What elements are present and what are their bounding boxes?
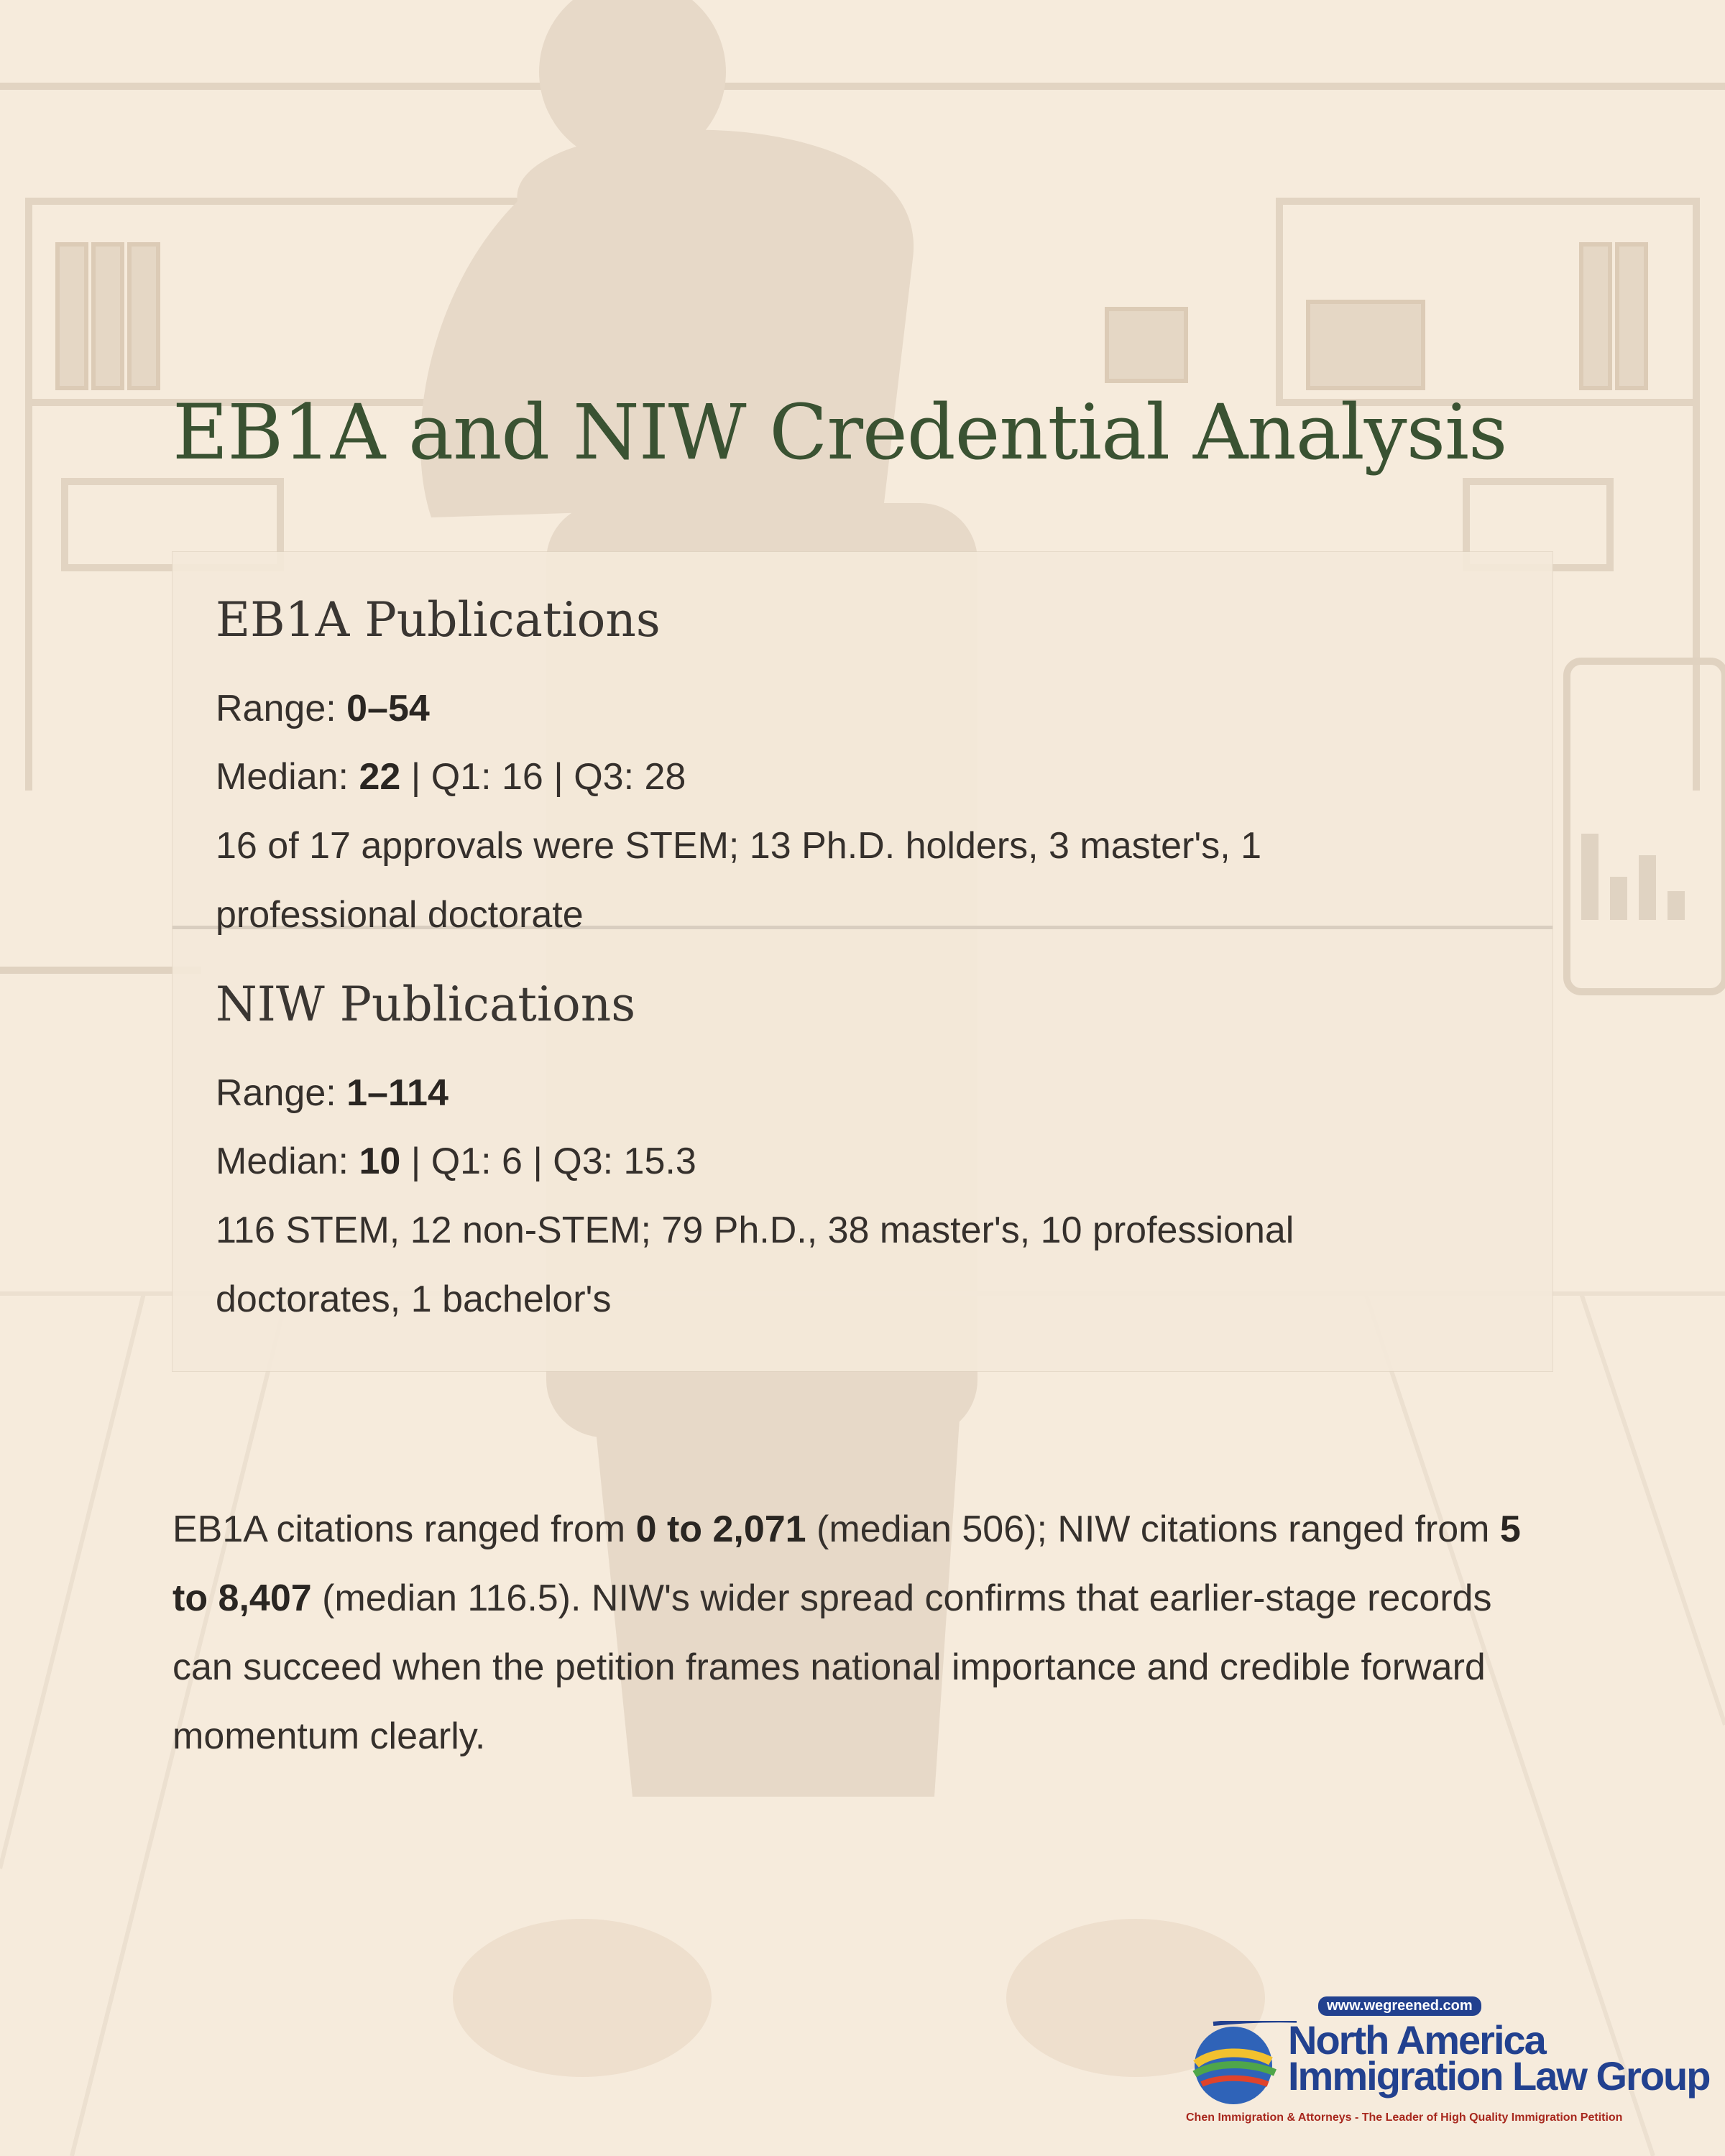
eb1a-heading: EB1A Publications [216,592,661,648]
firm-logo [1170,1992,1711,2147]
globe-icon [1170,2021,1297,2107]
niw-median-value: 10 [359,1141,401,1182]
publication-panel [172,552,1552,1371]
niw-heading: NIW Publications [216,977,636,1032]
summary-part2: (median 506); NIW citations ranged from [806,1508,1500,1550]
citation-summary [172,1495,1552,1771]
eb1a-quartiles: | Q1: 16 | Q3: 28 [400,756,686,798]
eb1a-card [172,552,1552,936]
niw-quartiles: | Q1: 6 | Q3: 15.3 [400,1141,696,1182]
niw-range-label: Range: [216,1072,347,1114]
eb1a-range-label: Range: [216,688,347,729]
summary-part3: (median 116.5). NIW's wider spread confirms that earlier-stage records can succeed when the petition frames national importance and credible forward momentum clearly. [172,1577,1492,1757]
eb1a-median [216,743,1509,811]
eb1a-citation-range: 0 to 2,071 [635,1508,806,1550]
logo-name-line2: Immigration Law Group [1288,2053,1710,2099]
logo-name-line1: North America [1288,2017,1545,2063]
niw-card [172,926,1552,1371]
logo-tagline: Chen Immigration & Attorneys - The Leader of High Quality Immigration Petition [1186,2111,1623,2124]
niw-range-value: 1–114 [346,1072,448,1114]
niw-median-label: Median: [216,1141,359,1182]
niw-citation-range: 5 to 8,407 [172,1508,1521,1619]
eb1a-median-value: 22 [359,756,401,798]
niw-range [216,1059,1509,1128]
eb1a-range-value: 0–54 [346,688,430,729]
eb1a-range [216,675,1509,743]
eb1a-note: 16 of 17 approvals were STEM; 13 Ph.D. holders, 3 master's, 1 professional doctorate [216,825,1262,936]
summary-part1: EB1A citations ranged from [172,1508,636,1550]
niw-median [216,1128,1509,1196]
logo-url: www.wegreened.com [1318,1996,1481,2016]
eb1a-median-label: Median: [216,756,359,798]
page-title: EB1A and NIW Credential Analysis [172,388,1507,476]
niw-note: 116 STEM, 12 non-STEM; 79 Ph.D., 38 master's, 10 professional doctorates, 1 bachelor's [216,1210,1294,1320]
